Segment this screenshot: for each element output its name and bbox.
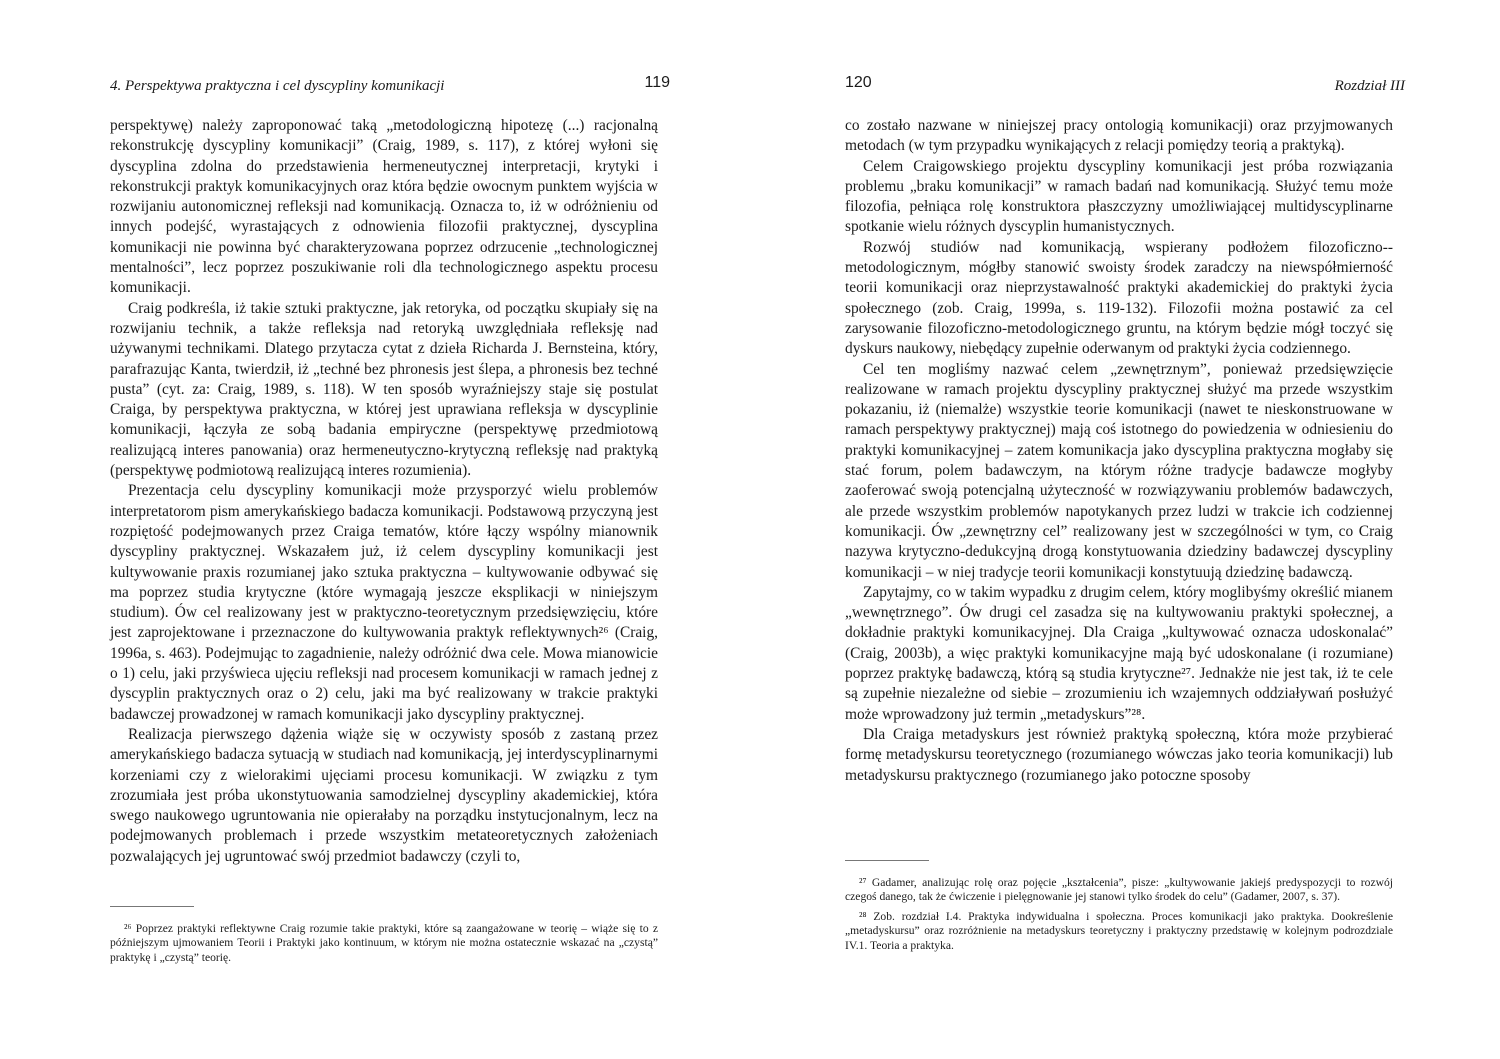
paragraph: Rozwój studiów nad komunikacją, wspierany podłożem filozoficzno--metodologicznym, mógłby stanowić swoisty środek zaradczy na niewspółmierność teorii komunikacji oraz nieprzystawalność praktyki akademickiej do praktyki życia społecznego (zob. Craig, 1999a, s. 119-132). Filozofii można postawić za cel zarysowanie filozoficzno-metodologicznego gruntu, na którym będzie mógł toczyć się dyskurs naukowy, niebędący zupełnie oderwanym od praktyki życia codziennego. [845,238,1393,358]
paragraph: Cel ten mogliśmy nazwać celem „zewnętrznym”, ponieważ przedsięwzięcie realizowane w ramach projektu dyscypliny praktycznej służyć ma przede wszystkim pokazaniu, iż (niemalże) wszystkie teorie komunikacji (nawet te nieskonstruowane w ramach perspektywy praktycznej) mają coś istotnego do powiedzenia w odniesieniu do praktyki komunikacyjnej – zatem komunikacja jako dyscyplina praktyczna mogłaby się stać forum, polem badawczym, na którym różne tradycje badawcze mogłyby zaoferować swoją potencjalną użyteczność w rozwiązywaniu problemów badawczych, ale przede wszystkim problemów napotykanych przez ludzi w trakcie ich codziennej komunikacji. Ów „zewnętrzny cel” realizowany jest w szczególności w tym, co Craig nazywa krytyczno-dedukcyjną drogą konstytuowania dziedziny badawczej dyscypliny komunikacji – w niej tradycje teorii komunikacji konstytuują dziedzinę badawczą. [845,360,1393,581]
paragraph: Realizacja pierwszego dążenia wiąże się w oczywisty sposób z zastaną przez amerykańskiego badacza sytuacją w studiach nad komunikacją, jej interdyscyplinarnymi korzeniami czy z wielorakimi ujęciami procesu komunikacji. W związku z tym zrozumiała jest próba ukonstytuowania samodzielnej dyscypliny akademickiej, która swego naukowego ugruntowania nie opierałaby na porządku instytucjonalnym, lecz na podejmowanych problemach i przede wszystkim metateoretycznych założeniach pozwalających jej ugruntować swój przedmiot badawczy (czyli to, [110,725,658,865]
body-text [845,116,1393,786]
footnote: ²⁶ Poprzez praktyki reflektywne Craig rozumie takie praktyki, które są zaangażowane w teorię – wiąże się to z późniejszym ujmowaniem Teorii i Praktyki jako kontinuum, w którym nie można ostatecznie wskazać na „czystą” praktykę i „czystą” teorię. [110,922,658,964]
paragraph: perspektywę) należy zaproponować taką „metodologiczną hipotezę (...) racjonalną rekonstrukcję dyscypliny komunikacji” (Craig, 1989, s. 117), z której wyłoni się dyscyplina zdolna do przedstawienia hermeneutycznej interpretacji, krytyki i rekonstrukcji praktyk komunikacyjnych oraz która będzie owocnym punktem wyjścia w rozwijaniu autonomicznej refleksji nad komunikacją. Oznacza to, iż w odróżnieniu od innych podejść, wyrastających z odnowienia filozofii praktycznej, dyscyplina komunikacji nie powinna być charakteryzowana poprzez odrzucenie „technologicznej mentalności”, lecz poprzez poszukiwanie roli dla technologicznego aspektu procesu komunikacji. [110,117,658,297]
footnote: ²⁷ Gadamer, analizując rolę oraz pojęcie „kształcenia”, pisze: „kultywowanie jakiejś predyspozycji to rozwój czegoś danego, tak że ćwiczenie i pielęgnowanie jej stanowi tylko środek do celu” (Gadamer, 2007, s. 37). [845,876,1393,904]
paragraph: Craig podkreśla, iż takie sztuki praktyczne, jak retoryka, od początku skupiały się na rozwijaniu technik, a także refleksja nad retoryką uwzględniała refleksję nad używanymi technikami. Dlatego przytacza cytat z dzieła Richarda J. Bernsteina, który, parafrazując Kanta, twierdził, iż „techné bez phronesis jest ślepa, a phronesis bez techné pusta” (cyt. za: Craig, 1989, s. 118). W ten sposób wyraźniejszy staje się postulat Craiga, by perspektywa praktyczna, w której jest uprawiana refleksja w dyscyplinie komunikacji, łączyła ze sobą badania empiryczne (perspektywę przedmiotową realizującą interes panowania) oraz hermeneutyczno-krytyczną refleksję nad praktyką (perspektywę podmiotową realizującą interes rozumienia). [110,299,658,480]
running-title: 4. Perspektywa praktyczna i cel dyscypliny komunikacji [110,78,445,94]
footnotes [110,922,658,970]
paragraph: co zostało nazwane w niniejszej pracy ontologią komunikacji) oraz przyjmowanych metodach (w tym przypadku wynikających z relacji pomiędzy teorią a praktyką). [845,117,1393,155]
paragraph: Prezentacja celu dyscypliny komunikacji może przysporzyć wielu problemów interpretatorom pism amerykańskiego badacza komunikacji. Podstawową przyczyną jest rozpiętość podejmowanych przez Craiga tematów, które łączy wspólny mianownik dyscypliny praktycznej. Wskazałem już, iż celem dyscypliny komunikacji jest kultywowanie praxis rozumianej jako sztuka praktyczna – kultywowanie odbywać się ma poprzez studia krytyczne (które wymagają jeszcze eksplikacji w niniejszym studium). Ów cel realizowany jest w praktyczno-teoretycznym przedsięwzięciu, które jest zaprojektowane i przeznaczone do kultywowania praktyk reflektywnych²⁶ (Craig, 1996a, s. 463). Podejmując to zagadnienie, należy odróżnić dwa cele. Mowa mianowicie o 1) celu, jaki przyświeca ujęciu refleksji nad procesem komunikacji w ramach jednej z dyscyplin praktycznych oraz o 2) celu, jaki ma być realizowany w trakcie praktyki badawczej prowadzonej w ramach komunikacji jako dyscypliny praktycznej. [110,482,658,723]
footnotes [845,876,1393,958]
running-head-left [110,74,670,98]
footnote-rule [845,860,929,861]
running-title: Rozdział III [1334,78,1405,94]
paragraph: Dla Craiga metadyskurs jest również praktyką społeczną, która może przybierać formę metadyskursu teoretycznego (rozumianego wówczas jako teoria komunikacji) lub metadyskursu praktycznego (rozumianego jako potoczne sposoby [845,725,1393,784]
page-number: 119 [644,74,670,91]
footnote: ²⁸ Zob. rozdział I.4. Praktyka indywidualna i społeczna. Proces komunikacji jako praktyka. Dookreślenie „metadyskursu” oraz rozróżnienie na metadyskurs teoretyczny i praktyczny przedstawię w kolejnym podrozdziale IV.1. Teoria a praktyka. [845,909,1393,952]
footnote-rule [110,906,194,907]
body-text [110,116,658,867]
paragraph: Celem Craigowskiego projektu dyscypliny komunikacji jest próba rozwiązania problemu „braku komunikacji” w ramach badań nad komunikacją. Służyć temu może filozofia, pełniąca rolę konstruktora płaszczyzny umożliwiającej multidyscyplinarne spotkanie wielu różnych dyscyplin humanistycznych. [845,157,1393,236]
paragraph: Zapytajmy, co w takim wypadku z drugim celem, który moglibyśmy określić mianem „wewnętrznego”. Ów drugi cel zasadza się na kultywowaniu praktyki społecznej, a dokładnie praktyki komunikacyjnej. Dla Craiga „kultywować oznacza udoskonalać” (Craig, 2003b), a więc praktyki komunikacyjne mają być udoskonalane (i rozumiane) poprzez praktykę badawczą, którą są studia krytyczne²⁷. Jednakże nie jest tak, iż te cele są zupełnie niezależne od siebie – zrozumieniu ich wzajemnych oddziaływań posłużyć może wprowadzony już termin „metadyskurs”²⁸. [845,583,1393,723]
page-number: 120 [845,74,872,91]
running-head-right [845,74,1405,98]
